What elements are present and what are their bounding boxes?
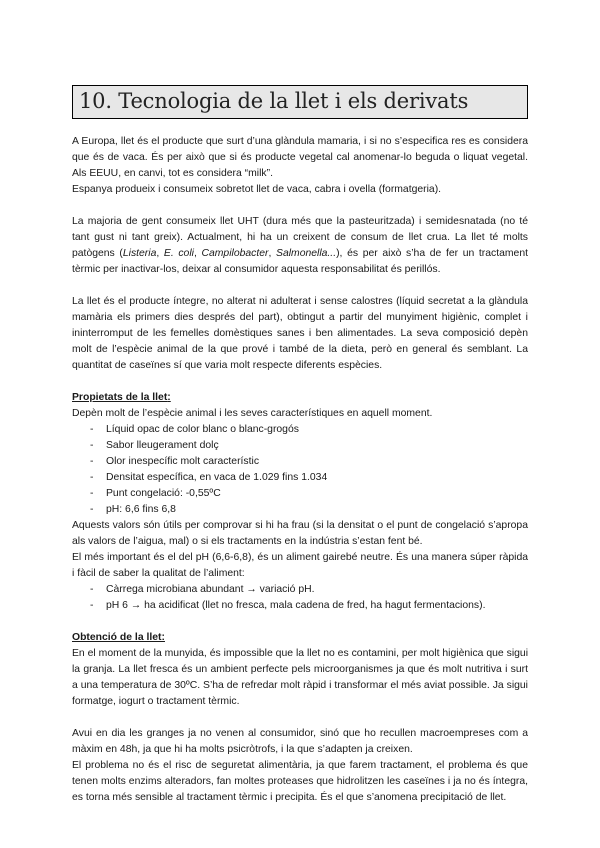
list-item: - Càrrega microbiana abundant → variació pH. <box>72 582 528 598</box>
pathogen-ecoli: E. coli <box>163 248 194 259</box>
list-item: - pH 6 → ha acidificat (llet no fresca, mala cadena de fred, ha hagut fermentacions). <box>72 598 528 614</box>
list-item: - Densitat específica, en vaca de 1.029 fins 1.034 <box>72 470 528 486</box>
propietats-list <box>72 422 528 518</box>
separator: , <box>193 248 202 259</box>
page-title: 10. Tecnologia de la llet i els derivats <box>79 89 469 113</box>
heading-text: Obtenció de la llet <box>72 632 162 643</box>
pathogen-listeria: Listeria <box>122 248 157 259</box>
section-heading-propietats <box>72 390 528 406</box>
title-box <box>72 85 528 119</box>
propietats-intro: Depèn molt de l’espècie animal i les seves característiques en aquell moment. <box>72 408 433 419</box>
heading-colon: : <box>167 392 171 403</box>
separator: , <box>268 248 277 259</box>
section-heading-obtencio <box>72 630 528 646</box>
intro-paragraph-2 <box>72 214 528 278</box>
intro-paragraph-1: A Europa, llet és el producte que surt d’una glàndula mamaria, i si no s’especifica res es considera que és de vaca. És per això que si és producte vegetal cal anomenar-lo beguda o liquat vegetal. Als EEUU, en canvi, tot es considera “milk”. <box>72 136 528 179</box>
list-item: - Punt congelació: -0,55ºC <box>72 486 528 502</box>
ph-list <box>72 582 528 614</box>
heading-colon: : <box>161 632 165 643</box>
propietats-paragraph-2: El més important és el del pH (6,6-6,8), és un aliment gairebé neutre. És una manera súper ràpida i fàcil de saber la qualitat de l’aliment: <box>72 552 528 579</box>
obtencio-paragraph-2: Avui en dia les granges ja no venen al consumidor, sinó que ho recullen macroempreses com a màxim en 48h, ja que hi ha molts psicròtrofs, i la que s’adapten ja creixen. <box>72 728 528 755</box>
intro-paragraph-3: La llet és el producte íntegre, no alterat ni adulterat i sense calostres (líquid secretat a la glàndula mamària els primers dies després del part), obtingut a partir del munyiment higiènic, complet i ininterromput de les femelles domèstiques sanes i ben alimentades. La seva composició depèn molt de l’espècie animal de la que prové i també de la dieta, però en general és semblant. La quantitat de caseïnes sí que varia molt respecte diferents espècies. <box>72 296 528 371</box>
obtencio-paragraph-1: En el moment de la munyida, és impossible que la llet no es contamini, per molt higiènica que sigui la granja. La llet fresca és un ambient perfecte pels microorganismes ja que és molt nutritiva i surt a una temperatura de 30ºC. S’ha de refredar molt ràpid i transformar el més aviat possible. Ja sigui formatge, iogurt o tractament tèrmic. <box>72 648 528 707</box>
heading-text: Propietats de la llet <box>72 392 168 403</box>
propietats-paragraph-1: Aquests valors són útils per comprovar si hi ha frau (si la densitat o el punt de congelació s’apropa als valors de l’aigua, mal) o si els tractaments en la indústria s’estan fent bé. <box>72 520 528 547</box>
list-item: - Sabor lleugerament dolç <box>72 438 528 454</box>
list-item: - pH: 6,6 fins 6,8 <box>72 502 528 518</box>
intro-paragraph-1b: Espanya produeix i consumeix sobretot llet de vaca, cabra i ovella (formatgeria). <box>72 184 442 195</box>
pathogen-salmonella: Salmonella... <box>276 248 337 259</box>
list-item: - Líquid opac de color blanc o blanc-grogós <box>72 422 528 438</box>
intro-paragraph-2-text-b: ), és per això s’ha de fer un tractament tèrmic per inactivar-los, deixar al consumidor aquesta responsabilitat és perillós. <box>72 248 528 275</box>
separator: , <box>156 248 164 259</box>
list-item: - Olor inespecífic molt característic <box>72 454 528 470</box>
intro-paragraph-2-text-a: La majoria de gent consumeix llet UHT (dura més que la pasteuritzada) i semidesnatada (no té tant gust ni tant greix). Actualment, hi ha un creixent de consum de llet crua. La llet té molts patògens ( <box>72 216 528 259</box>
document-body <box>72 134 528 806</box>
pathogen-campylobacter: Campilobacter <box>201 248 269 259</box>
obtencio-paragraph-3: El problema no és el risc de seguretat alimentària, ja que farem tractament, el problema és que tenen molts enzims alteradors, fan moltes proteases que hidrolitzen les caseïnes i ja no és íntegra, es torna més sensible al tractament tèrmic i precipita. És el que s’anomena precipitació de llet. <box>72 760 528 803</box>
